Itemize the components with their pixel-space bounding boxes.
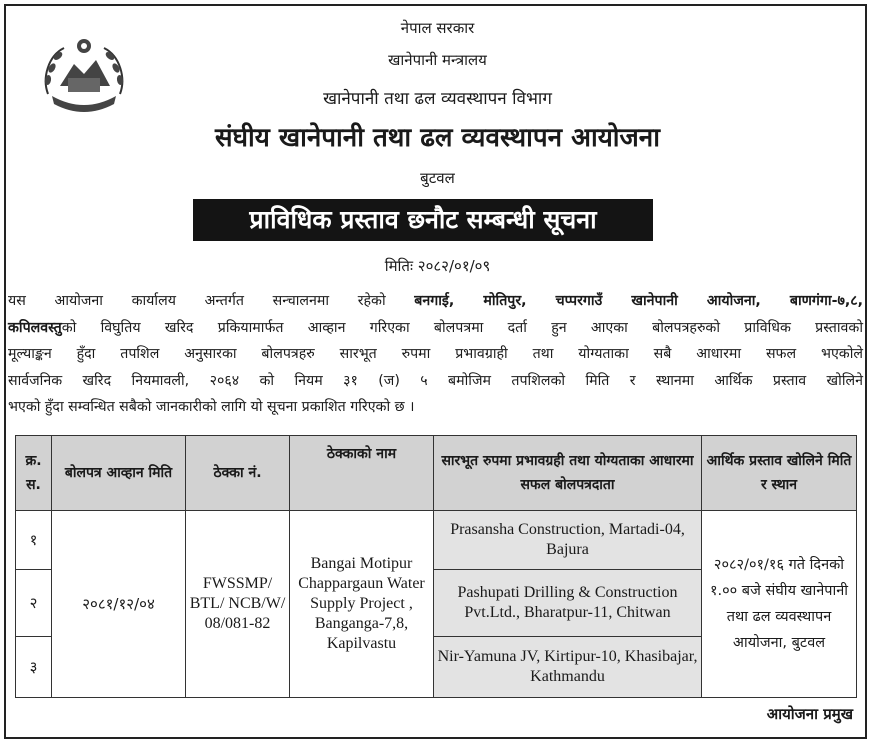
col-header-name: ठेक्काको नाम [290, 436, 434, 511]
col-header-bidders: सारभूत रुपमा प्रभावग्रही तथा योग्यताका आधारमा सफल बोलपत्रदाता [434, 436, 702, 511]
invite-date: २०८१/१२/०४ [52, 511, 186, 698]
bidder-name: Pashupati Drilling & Construction Pvt.Ltd., Bharatpur-11, Chitwan [434, 570, 702, 637]
financial-opening-details: २०८२/०१/१६ गते दिनको १.०० बजे संघीय खानेपानी तथा ढल व्यवस्थापन आयोजना, बुटवल [702, 511, 857, 698]
table-row [16, 511, 857, 570]
signature-title: आयोजना प्रमुख [766, 705, 853, 723]
col-header-contract: ठेक्का नं. [186, 436, 290, 511]
col-header-opening: आर्थिक प्रस्ताव खोलिने मिति र स्थान [702, 436, 857, 511]
row-sn: २ [16, 570, 52, 637]
body-line-2-text: को विघुतिय खरिद प्रकियामार्फत आव्हान गरिएका बोलपत्रमा दर्ता हुन आएका बोलपत्रहरुको प्राविधिक प्रस्तावको [61, 319, 863, 336]
notice-body [8, 288, 863, 421]
district-highlight: कपिलवस्तु [8, 319, 62, 336]
notice-banner: प्राविधिक प्रस्ताव छनौट सम्बन्धी सूचना [193, 199, 653, 241]
body-line-3: मूल्याङ्कन हुँदा तपशिल अनुसारका बोलपत्रहरु सारभूत रुपमा प्रभावग्राही तथा योग्यताका सबै आधारमा सफल भएकोले [8, 346, 863, 362]
ministry-name: खानेपानी मन्त्रालय [388, 51, 487, 69]
project-office-title: संघीय खानेपानी तथा ढल व्यवस्थापन आयोजना [215, 123, 660, 153]
bidder-name: Prasansha Construction, Martadi-04, Bajura [434, 511, 702, 570]
body-line-5: भएको हुँदा सम्वन्धित सबैको जानकारीको लागि यो सूचना प्रकाशित गरिएको छ । [8, 399, 415, 415]
notice-date: मितिः २०८२/०१/०९ [384, 257, 491, 275]
project-name: Bangai Motipur Chappargaun Water Supply Project , Banganga-7,8, Kapilvastu [290, 511, 434, 698]
body-line-4: सार्वजनिक खरिद नियमावली, २०६४ को नियम ३१ (ज) ५ बमोजिम तपशिलको मिति र स्थानमा आर्थिक प्रस्ताव खोलिने [8, 372, 863, 389]
row-sn: ३ [16, 637, 52, 698]
project-highlight: बनगाई, मोतिपुर, चप्परगाउँ खानेपानी आयोजना, बाणगंगा-७,८, [414, 293, 863, 309]
col-header-sn: क्र. स. [16, 436, 52, 511]
body-line-2 [8, 315, 863, 342]
contract-number: FWSSMP/ BTL/ NCB/W/ 08/081-82 [186, 511, 290, 698]
bidder-name: Nir-Yamuna JV, Kirtipur-10, Khasibajar, Kathmandu [434, 637, 702, 698]
body-line-1 [8, 288, 863, 315]
row-sn: १ [16, 511, 52, 570]
table-header-row [16, 436, 857, 511]
body-line-1-text: यस आयोजना कार्यालय अन्तर्गत सन्चालनमा रहेको [8, 293, 415, 309]
col-header-date: बोलपत्र आव्हान मिति [52, 436, 186, 511]
government-name: नेपाल सरकार [400, 19, 475, 37]
bidder-table [15, 435, 857, 698]
office-location: बुटवल [420, 169, 455, 187]
department-name: खानेपानी तथा ढल व्यवस्थापन विभाग [323, 89, 552, 109]
